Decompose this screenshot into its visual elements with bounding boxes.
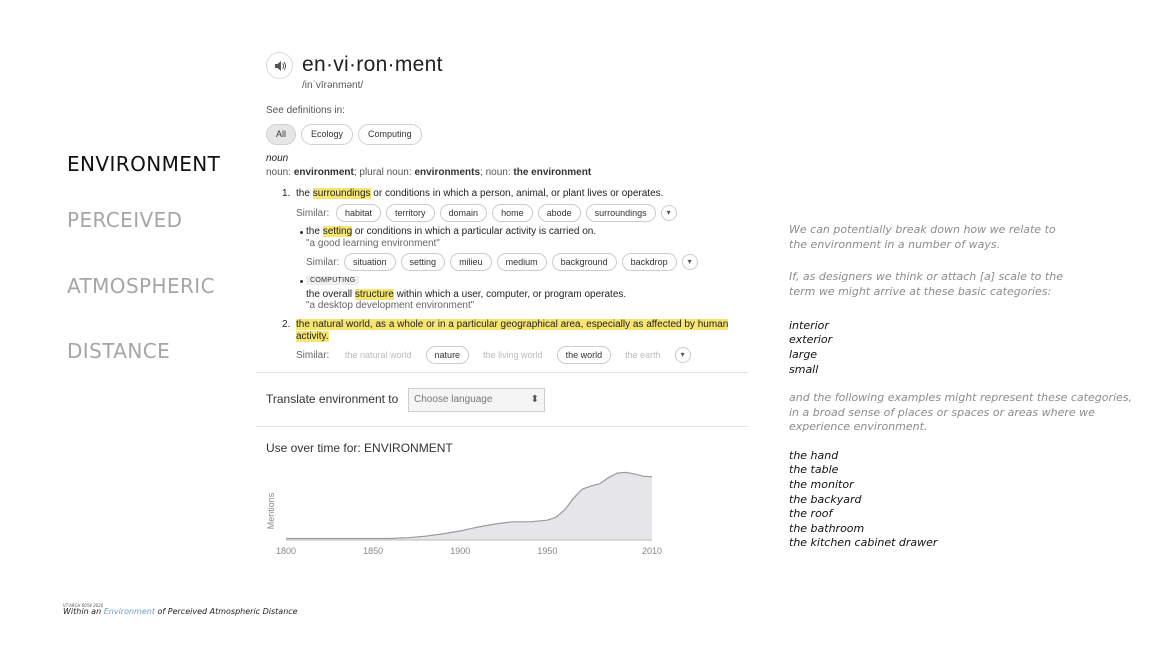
- see-definitions-label: See definitions in:: [266, 105, 345, 116]
- divider: [256, 426, 748, 427]
- note-line: term we might arrive at these basic categories:: [789, 285, 1052, 298]
- course-code: VT-ARCH 6054 2020: [63, 603, 104, 608]
- similar-word[interactable]: the earth: [616, 346, 670, 364]
- language-select[interactable]: [408, 388, 545, 412]
- usage-chart: [264, 456, 664, 561]
- x-tick-label: 1800: [275, 546, 297, 556]
- example-item: the roof: [789, 507, 833, 520]
- similar-word[interactable]: territory: [386, 204, 435, 222]
- note-line: If, as designers we think or attach [a] scale to the: [789, 270, 1063, 283]
- computing-tag: COMPUTING: [306, 276, 359, 285]
- example-item: the monitor: [789, 478, 854, 491]
- note-line: experience environment.: [789, 420, 928, 433]
- chevron-down-icon[interactable]: ▾: [682, 254, 698, 270]
- chevron-down-icon[interactable]: ▾: [675, 347, 691, 363]
- nav-item-perceived[interactable]: PERCEIVED: [67, 208, 183, 232]
- similar-label: Similar:: [296, 350, 330, 361]
- note-line: the environment in a number of ways.: [789, 238, 1001, 251]
- chart-y-label: Mentions: [266, 492, 276, 530]
- language-select-value: Choose language: [414, 394, 493, 405]
- similar-label: Similar:: [296, 208, 330, 219]
- similar-label: Similar:: [306, 257, 340, 268]
- example-sentence: "a desktop development environment": [306, 300, 475, 311]
- chip-all[interactable]: All: [266, 124, 296, 145]
- usage-area: [286, 472, 652, 540]
- definition-2-line-1: the natural world, as a whole or in a particular geographical area, especially as affected by human: [296, 319, 729, 330]
- phonetic: /inˈvīrənmənt/: [302, 80, 364, 91]
- example-item: the kitchen cabinet drawer: [789, 536, 938, 549]
- similar-word[interactable]: milieu: [450, 253, 492, 271]
- word-forms: noun: environment; plural noun: environments; noun: the environment: [266, 167, 592, 178]
- example-item: the table: [789, 463, 839, 476]
- definition-number: 1.: [282, 188, 291, 199]
- x-tick-label: 1850: [363, 546, 384, 556]
- definition-1: the surroundings or conditions in which a person, animal, or plant lives or operates.: [296, 188, 664, 199]
- bullet: [300, 231, 303, 234]
- usage-chart-title: Use over time for: ENVIRONMENT: [266, 441, 453, 455]
- example-item: the hand: [789, 449, 839, 462]
- similar-word[interactable]: home: [492, 204, 533, 222]
- similar-word[interactable]: nature: [426, 346, 470, 364]
- note-line: and the following examples might represent these categories,: [789, 391, 1133, 404]
- x-tick-label: 1950: [537, 546, 558, 556]
- definition-filter-chips: [266, 124, 422, 145]
- similar-word[interactable]: habitat: [336, 204, 381, 222]
- category-item: small: [789, 363, 819, 376]
- x-tick-label: 2010: [641, 546, 663, 556]
- similar-word[interactable]: setting: [401, 253, 446, 271]
- x-tick-label: 1900: [450, 546, 471, 556]
- definition-number: 2.: [282, 319, 291, 330]
- note-line: in a broad sense of places or spaces or areas where we: [789, 406, 1095, 419]
- similar-word[interactable]: backdrop: [622, 253, 677, 271]
- similar-word[interactable]: the world: [557, 346, 612, 364]
- similar-word[interactable]: the living world: [474, 346, 552, 364]
- divider: [256, 372, 748, 373]
- similar-word[interactable]: medium: [497, 253, 547, 271]
- similar-word[interactable]: situation: [344, 253, 396, 271]
- speaker-icon[interactable]: [266, 52, 293, 79]
- similar-word[interactable]: the natural world: [336, 346, 421, 364]
- note-line: We can potentially break down how we relate to: [789, 223, 1056, 236]
- similar-word[interactable]: surroundings: [586, 204, 656, 222]
- sub-definition-1: the setting or conditions in which a particular activity is carried on.: [306, 226, 597, 237]
- chevron-down-icon[interactable]: ▾: [661, 205, 677, 221]
- chip-ecology[interactable]: Ecology: [301, 124, 353, 145]
- similar-words-1: [336, 204, 677, 222]
- similar-word[interactable]: background: [552, 253, 617, 271]
- example-item: the bathroom: [789, 522, 865, 535]
- similar-word[interactable]: domain: [440, 204, 488, 222]
- updown-arrows-icon: ⬍: [530, 394, 539, 405]
- bullet: [300, 280, 303, 283]
- example-item: the backyard: [789, 493, 862, 506]
- example-sentence: "a good learning environment": [306, 238, 440, 249]
- definition-2-line-2: activity.: [296, 331, 329, 342]
- category-item: exterior: [789, 333, 833, 346]
- chip-computing[interactable]: Computing: [358, 124, 422, 145]
- sub-definition-2: the overall structure within which a user, computer, or program operates.: [306, 289, 627, 300]
- slide-footer: Within an Environment of Perceived Atmospheric Distance: [63, 607, 298, 616]
- nav-item-atmospheric[interactable]: ATMOSPHERIC: [67, 274, 215, 298]
- part-of-speech: noun: [266, 153, 289, 164]
- category-item: interior: [789, 319, 829, 332]
- similar-word[interactable]: abode: [538, 204, 581, 222]
- nav-item-environment[interactable]: ENVIRONMENT: [67, 152, 221, 176]
- similar-words-2: [344, 253, 698, 271]
- headword: en·vi·ron·ment: [302, 53, 443, 76]
- category-item: large: [789, 348, 818, 361]
- translate-label: Translate environment to: [266, 392, 399, 406]
- similar-words-3: [336, 346, 691, 364]
- nav-item-distance[interactable]: DISTANCE: [67, 339, 171, 363]
